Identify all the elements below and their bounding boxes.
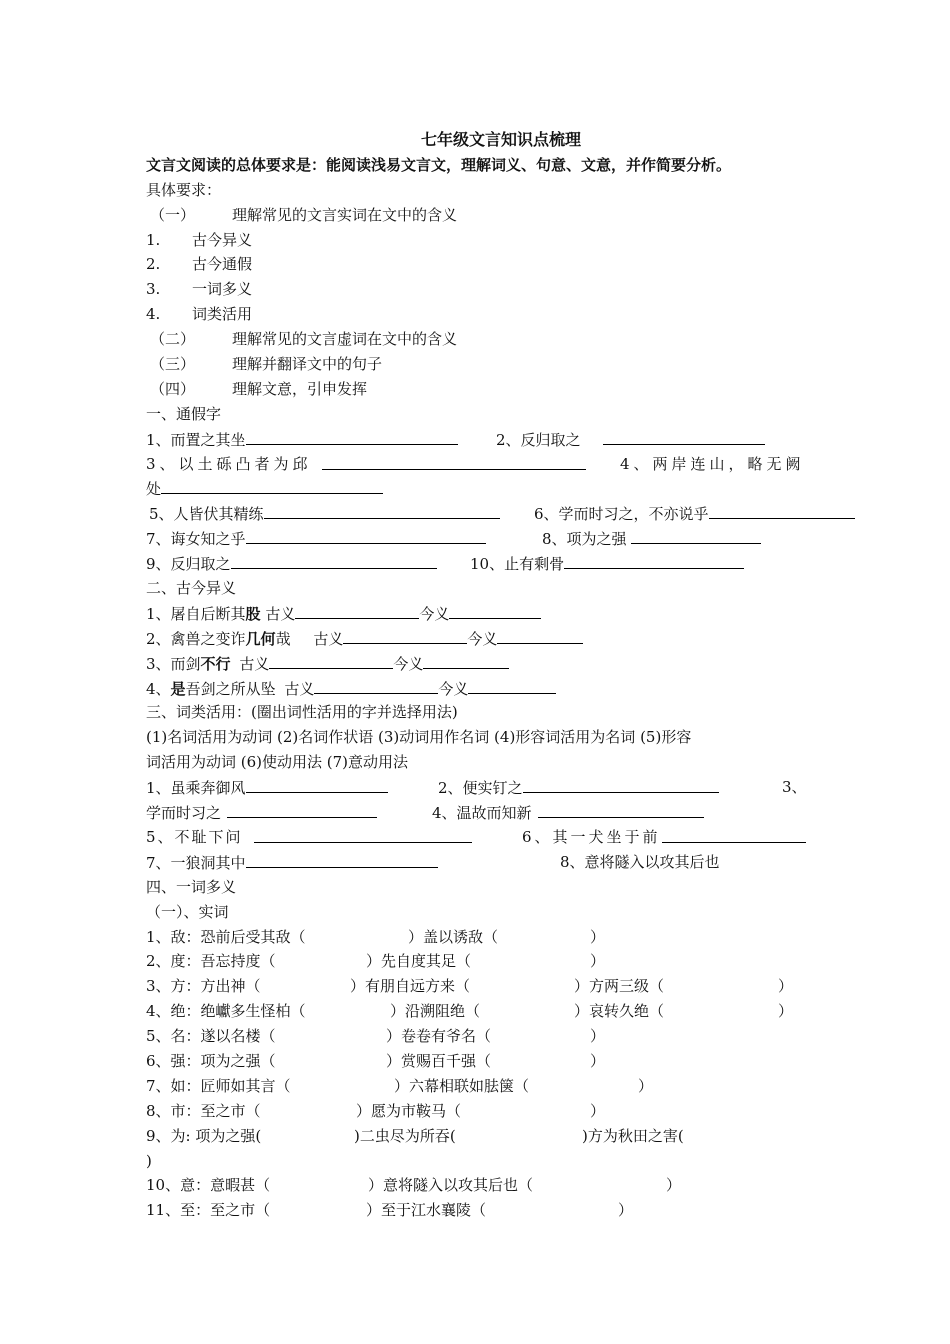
polysemy-row: 4、绝：绝巘多生怪柏（ ）沿溯阻绝（ ）哀转久绝（ ）	[146, 1002, 794, 1021]
requirement-item: （一） 理解常见的文言实词在文中的含义	[150, 205, 458, 224]
polysemy-row: 10、意：意暇甚（ ）意将隧入以攻其后也（ ）	[146, 1176, 682, 1195]
answer-blank[interactable]	[246, 526, 486, 544]
answer-blank[interactable]	[314, 676, 438, 694]
answer-blank[interactable]	[343, 626, 467, 644]
keyword: 是	[170, 679, 186, 698]
polysemy-row: 7、如：匠师如其言（ ）六幕相联如胠箧（ ）	[146, 1076, 654, 1095]
answer-blank[interactable]	[264, 501, 500, 519]
requirement-item: （四） 理解文意，引申发挥	[150, 379, 368, 398]
polysemy-row: 8、市：至之市（ ）愿为市鞍马（ ）	[146, 1101, 606, 1120]
question-row: 9、反归取之 10、止有剩骨	[146, 551, 816, 576]
answer-blank[interactable]	[662, 825, 806, 843]
question-row: 2、禽兽之变诈几何哉 古义 今义	[146, 626, 816, 651]
section-heading-gujin: 二、古今异义	[146, 579, 237, 598]
question-row: 处	[146, 476, 816, 501]
answer-blank[interactable]	[246, 427, 458, 445]
answer-blank[interactable]	[161, 476, 383, 494]
answer-blank[interactable]	[603, 427, 765, 445]
answer-blank[interactable]	[231, 551, 437, 569]
usage-types: (1)名词活用为动词 (2)名词作状语 (3)动词用作名词 (4)形容词活用为名词 (5)形容	[146, 728, 692, 747]
section-heading-tongjia: 一、通假字	[146, 404, 222, 423]
intro-text: 文言文阅读的总体要求是：能阅读浅易文言文，理解词义、句意、文意，并作简要分析。	[146, 155, 732, 174]
answer-blank[interactable]	[538, 800, 704, 818]
answer-blank[interactable]	[631, 526, 761, 544]
question-row: 1、虽乘奔御风 2、便实钉之 3、	[146, 775, 816, 800]
requirement-item: （三） 理解并翻译文中的句子	[150, 355, 383, 374]
requirement-item: （二） 理解常见的文言虚词在文中的含义	[150, 330, 458, 349]
requirements-heading: 具体要求：	[146, 180, 222, 199]
question-row: 5、不耻下问 6、其一犬坐于前	[146, 825, 816, 850]
question-row: 7、一狼洞其中 8、意将隧入以攻其后也	[146, 850, 816, 875]
polysemy-row: 9、为: 项为之强( )二虫尽为所吞( )方为秋田之害(	[146, 1126, 684, 1145]
question-row: 1、而置之其坐 2、反归取之	[146, 427, 816, 452]
section-heading-cilei: 三、词类活用：(圈出词性活用的字并选择用法)	[146, 703, 458, 722]
answer-blank[interactable]	[468, 676, 556, 694]
polysemy-row: 2、度：吾忘持度（ ）先自度其足（ ）	[146, 952, 606, 971]
answer-blank[interactable]	[295, 601, 419, 619]
worksheet-page	[146, 128, 816, 1223]
answer-blank[interactable]	[254, 825, 472, 843]
question-row: 3、以土砾凸者为邱 4、两岸连山，略无阙	[146, 452, 816, 477]
answer-blank[interactable]	[269, 651, 393, 669]
question-row: 4、是吾剑之所从坠 古义 今义	[146, 676, 816, 701]
section-heading-yici: 四、一词多义	[146, 877, 237, 896]
usage-types: 词活用为动词 (6)使动用法 (7)意动用法	[146, 753, 409, 772]
question-row: 学而时习之 4、温故而知新	[146, 800, 816, 825]
requirement-item: 2. 古今通假	[146, 255, 253, 274]
question-row: 7、诲女知之乎 8、项为之强	[146, 526, 816, 551]
polysemy-row: 6、强：项为之强（ ）赏赐百千强（ ）	[146, 1051, 606, 1070]
requirement-item: 4. 词类活用	[146, 305, 253, 324]
answer-blank[interactable]	[497, 626, 583, 644]
keyword: 股	[245, 604, 261, 623]
answer-blank[interactable]	[709, 501, 855, 519]
question-row: 3、而剑不行 古义 今义	[146, 651, 816, 676]
question-row: 1、屠自后断其股 古义 今义	[146, 601, 816, 626]
question-row: 5、人皆伏其精练 6、学而时习之，不亦说乎	[146, 501, 816, 526]
answer-blank[interactable]	[227, 800, 377, 818]
answer-blank[interactable]	[246, 850, 438, 868]
answer-blank[interactable]	[449, 601, 541, 619]
polysemy-row: 1、敌：恐前后受其敌（ ）盖以诱敌（ ）	[146, 927, 606, 946]
subsection-heading: （一）、实词	[146, 902, 229, 921]
answer-blank[interactable]	[322, 452, 586, 470]
answer-blank[interactable]	[564, 551, 744, 569]
requirement-item: 3. 一词多义	[146, 280, 253, 299]
keyword: 不行	[200, 654, 231, 673]
requirement-item: 1. 古今异义	[146, 230, 253, 249]
answer-blank[interactable]	[246, 775, 388, 793]
polysemy-row: 11、至：至之市（ ）至于江水襄陵（ ）	[146, 1201, 634, 1220]
page-title: 七年级文言知识点梳理	[420, 130, 581, 149]
keyword: 几何	[245, 629, 276, 648]
polysemy-row: 5、名：遂以名楼（ ）卷卷有爷名（ ）	[146, 1027, 606, 1046]
polysemy-row: 3、方：方出神（ ）有朋自远方来（ ）方两三级（ ）	[146, 977, 794, 996]
polysemy-row: )	[146, 1151, 152, 1170]
answer-blank[interactable]	[423, 651, 509, 669]
answer-blank[interactable]	[523, 775, 719, 793]
